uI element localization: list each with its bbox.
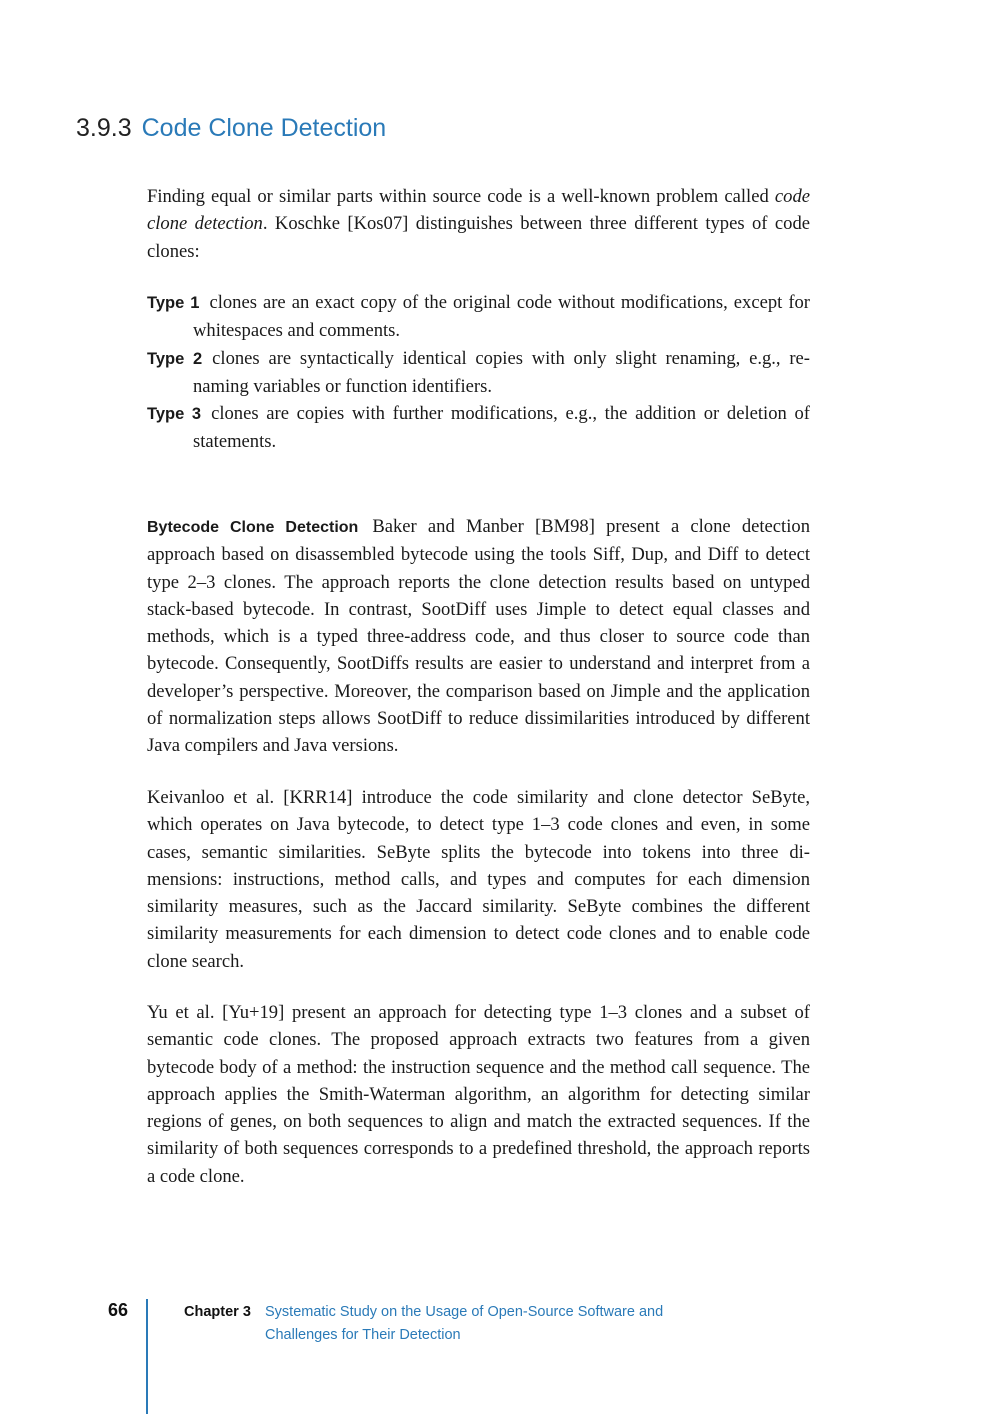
clone-type-description: clones are copies with further modifications, e.g., the addition or deletion of statements. [193, 403, 810, 453]
paragraph-heading: Bytecode Clone Detection [147, 519, 359, 536]
keivanloo-paragraph: Keivanloo et al. [KRR14] introduce the code similarity and clone detector SeByte, which operates on Java bytecode, to detect type 1–3 code clones and even, in some cases, semantic similarities. SeByte splits the bytecode into tokens into three dimensions: instructions, method calls, and types and computes for each dimension similarity measures, such as the Jaccard similarity. SeByte combines the different similarity measurements for each dimension to detect code clones and to enable code clone search. [147, 787, 810, 972]
yu-paragraph: Yu et al. [Yu+19] present an approach for detecting type 1–3 clones and a subset of semantic code clones. The proposed approach extracts two features from a given bytecode body of a method: the instruction sequence and the method call sequence. The approach applies the Smith-Waterman algorithm, an algorithm for detecting similar regions of genes, on both sequences to align and match the extracted sequences. If the similarity of both sequences corresponds to a predefined threshold, the approach reports a code clone. [147, 1002, 810, 1187]
chapter-label: Chapter 3 [184, 1304, 251, 1320]
clone-type-list [147, 289, 810, 456]
list-item [147, 400, 810, 456]
clone-type-description: clones are an exact copy of the original code without modifications, except for whitespaces and comments. [193, 292, 810, 342]
clone-type-term: Type 3 [147, 405, 202, 424]
clone-type-term: Type 1 [147, 294, 200, 312]
section-heading [76, 112, 386, 144]
chapter-title: Systematic Study on the Usage of Open-Source Software and Challenges for Their Detection [265, 1304, 664, 1343]
section-number: 3.9.3 [76, 114, 132, 142]
intro-text-start: Finding equal or similar parts within source code is a well-known problem called [147, 186, 775, 207]
intro-paragraph [147, 183, 810, 265]
paragraph-text: Baker and Manber [BM98] present a clone detection approach based on disassembled bytecode using the tools Siff, Dup, and Diff to detect type 2–3 clones. The approach reports the clone detection results based on untyped stack-based bytecode. In contrast, SootDiff uses Jimple to detect equal classes and methods, which is a typed three-address code, and thus closer to source code than bytecode. Consequently, SootDiffs results are easier to understand and interpret from a developer’s perspective. Moreover, the comparison based on Jimple and the application of normalization steps allows SootDiff to reduce dissimilarities introduced by different Java compilers and Java versions. [147, 516, 810, 757]
list-item [147, 345, 810, 401]
intro-term: code clone detection [147, 186, 810, 235]
page-number: 66 [108, 1300, 129, 1320]
footer-divider [146, 1299, 148, 1414]
bytecode-clone-paragraph [147, 513, 810, 760]
clone-type-term: Type 2 [147, 349, 203, 368]
section-title: Code Clone Detection [141, 114, 387, 142]
clone-type-description: clones are syntactically identical copies with only slight renaming, e.g., renaming variables or function identifiers. [193, 347, 810, 397]
list-item [147, 289, 810, 345]
intro-text-end: . Koschke [Kos07] distinguishes between three different types of code clones: [147, 213, 810, 262]
